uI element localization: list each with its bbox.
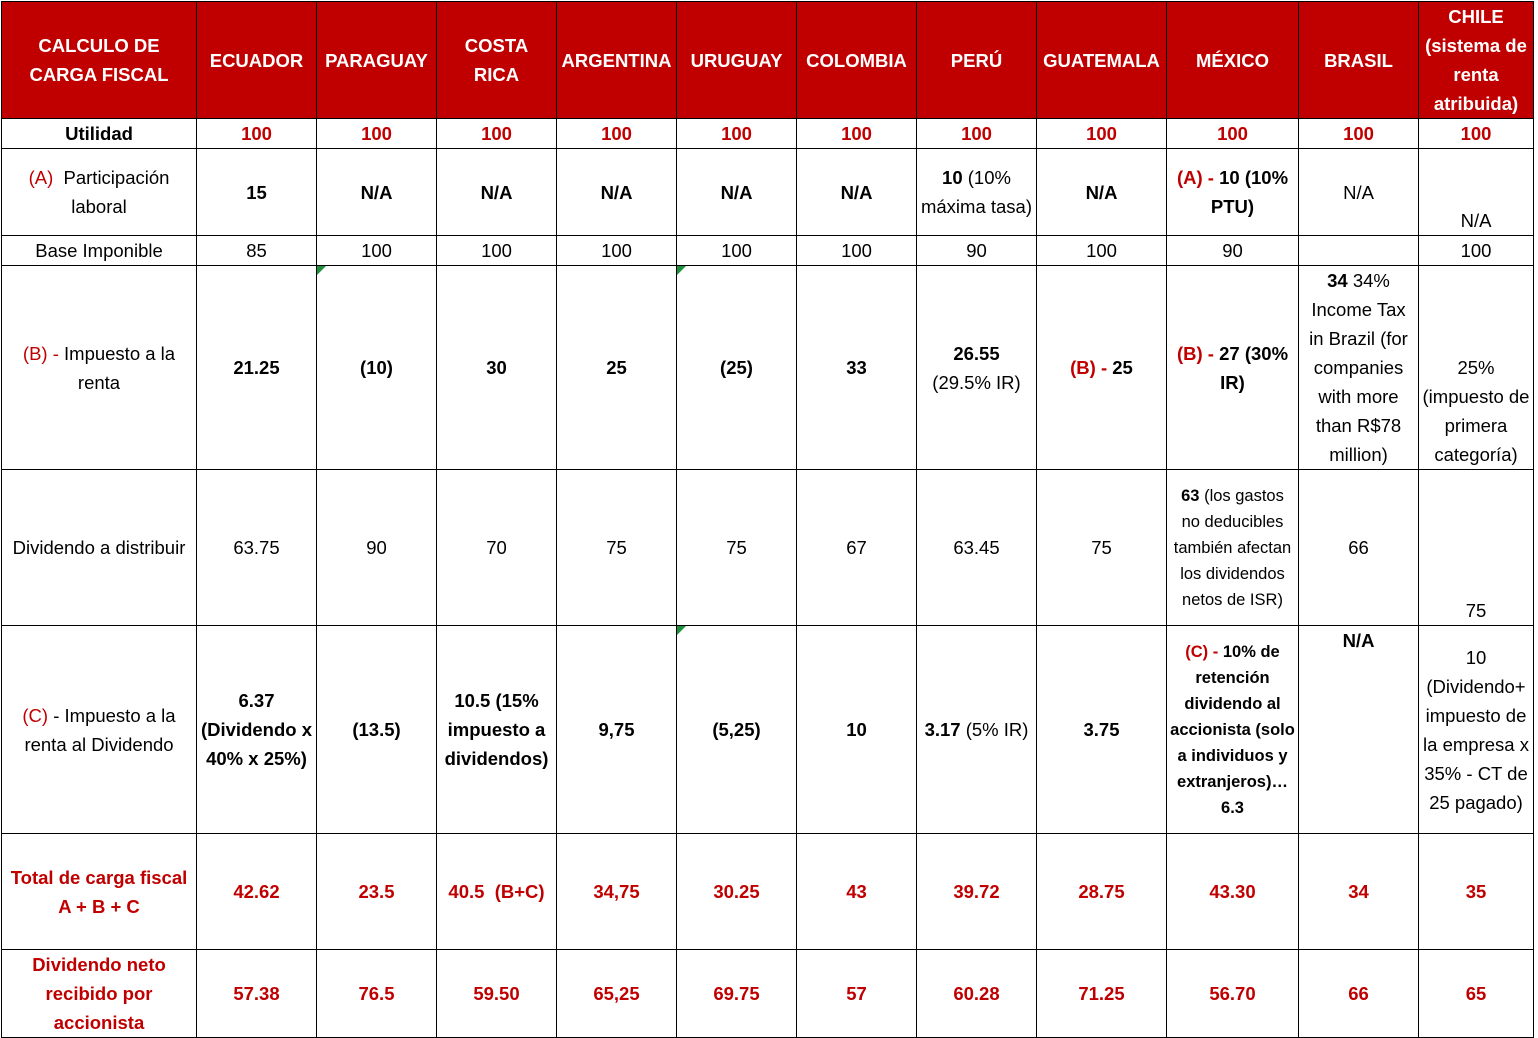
country-paraguay: PARAGUAY	[317, 2, 437, 119]
table-cell: 56.70	[1167, 950, 1299, 1038]
table-cell: 30.25	[677, 834, 797, 950]
country-colombia: COLOMBIA	[797, 2, 917, 119]
table-cell: 100	[1037, 236, 1167, 266]
row-total	[2, 834, 1534, 950]
country-uruguay: URUGUAY	[677, 2, 797, 119]
table-cell: 100	[1037, 119, 1167, 149]
table-title: CALCULO DE CARGA FISCAL	[2, 2, 197, 119]
label-text: Participación laboral	[63, 167, 170, 217]
cell-note: (10% máxima tasa)	[920, 167, 1033, 217]
table-cell: 90	[317, 470, 437, 626]
row-base-imponible	[2, 236, 1534, 266]
country-brasil: BRASIL	[1299, 2, 1419, 119]
table-cell: 100	[797, 119, 917, 149]
cell-value: 63	[1181, 486, 1200, 505]
table-cell	[1167, 266, 1299, 470]
table-cell: 3.75	[1037, 626, 1167, 834]
cell-prefix: (B) -	[1176, 342, 1214, 364]
table-cell: 76.5	[317, 950, 437, 1038]
table-cell: 100	[1167, 119, 1299, 149]
table-cell: 6.37 (Dividendo x 40% x 25%)	[197, 626, 317, 834]
table-cell: 39.72	[917, 834, 1037, 950]
table-cell: N/A	[1299, 626, 1419, 834]
cell-note: (5% IR)	[965, 719, 1029, 740]
table-cell: 60.28	[917, 950, 1037, 1038]
label-prefix: (C)	[22, 704, 49, 726]
header-row	[2, 2, 1534, 119]
cell-prefix: (B) -	[1070, 357, 1108, 378]
table-cell	[1167, 149, 1299, 236]
table-cell: 34,75	[557, 834, 677, 950]
table-cell: N/A	[557, 149, 677, 236]
table-cell: 100	[677, 236, 797, 266]
table-cell: 71.25	[1037, 950, 1167, 1038]
cell-value: 25	[1112, 357, 1133, 378]
table-cell: 66	[1299, 470, 1419, 626]
table-cell	[917, 626, 1037, 834]
table-cell: 10	[797, 626, 917, 834]
table-cell: 40.5 (B+C)	[437, 834, 557, 950]
table-cell: (13.5)	[317, 626, 437, 834]
table-cell: 100	[797, 236, 917, 266]
table-cell: 75	[1419, 470, 1534, 626]
table-cell: N/A	[1037, 149, 1167, 236]
table-cell: 25% (impuesto de primera categoría)	[1419, 266, 1534, 470]
table-cell: 65	[1419, 950, 1534, 1038]
table-cell: 75	[677, 470, 797, 626]
country-argentina: ARGENTINA	[557, 2, 677, 119]
cell-note: (29.5% IR)	[932, 371, 1021, 393]
table-cell	[1167, 626, 1299, 834]
table-cell: 57.38	[197, 950, 317, 1038]
table-cell: 90	[917, 236, 1037, 266]
table-cell	[1167, 470, 1299, 626]
cell-note: 34% Income Tax in Brazil (for companies with more than R$78 million)	[1309, 270, 1408, 465]
row-label-impuesto	[2, 266, 197, 470]
table-cell	[917, 266, 1037, 470]
table-cell: (5,25)	[677, 626, 797, 834]
row-label-neto: Dividendo neto recibido por accionista	[2, 950, 197, 1038]
cell-prefix: (C) -	[1185, 642, 1219, 661]
country-mexico: MÉXICO	[1167, 2, 1299, 119]
table-cell: 57	[797, 950, 917, 1038]
row-impuesto-renta	[2, 266, 1534, 470]
label-text: - Impuesto a la renta al Dividendo	[24, 704, 176, 755]
table-cell: 100	[437, 236, 557, 266]
table-cell: 69.75	[677, 950, 797, 1038]
table-cell: 59.50	[437, 950, 557, 1038]
table-cell	[1037, 266, 1167, 470]
table-cell: 70	[437, 470, 557, 626]
table-cell	[1299, 266, 1419, 470]
row-impuesto-dividendo	[2, 626, 1534, 834]
table-cell: 85	[197, 236, 317, 266]
table-cell: 21.25	[197, 266, 317, 470]
table-cell	[917, 149, 1037, 236]
cell-value: 10	[942, 167, 963, 188]
table-cell: 63.45	[917, 470, 1037, 626]
table-cell: N/A	[797, 149, 917, 236]
row-dividendo-neto	[2, 950, 1534, 1038]
row-label-impuesto-dividendo	[2, 626, 197, 834]
tax-burden-table	[1, 1, 1534, 1038]
country-chile: CHILE (sistema de renta atribuida)	[1419, 2, 1534, 119]
table-cell: 9,75	[557, 626, 677, 834]
table-cell: N/A	[1419, 149, 1534, 236]
row-label-base: Base Imponible	[2, 236, 197, 266]
table-cell: 43.30	[1167, 834, 1299, 950]
table-cell: 42.62	[197, 834, 317, 950]
row-utilidad	[2, 119, 1534, 149]
table-cell: 100	[557, 119, 677, 149]
table-cell: 30	[437, 266, 557, 470]
table-cell: 35	[1419, 834, 1534, 950]
row-participacion	[2, 149, 1534, 236]
row-label-total: Total de carga fiscal A + B + C	[2, 834, 197, 950]
cell-value: 34	[1327, 270, 1348, 291]
table-cell: N/A	[677, 149, 797, 236]
label-prefix: (A)	[28, 167, 54, 188]
cell-prefix: (A) -	[1176, 167, 1214, 188]
table-cell: 10 (Dividendo+ impuesto de la empresa x 35% - CT de 25 pagado)	[1419, 626, 1534, 834]
label-prefix: (B) -	[22, 342, 59, 364]
country-costa-rica: COSTA RICA	[437, 2, 557, 119]
table-cell: 34	[1299, 834, 1419, 950]
table-cell: 90	[1167, 236, 1299, 266]
table-cell: 75	[1037, 470, 1167, 626]
table-cell: 65,25	[557, 950, 677, 1038]
table-cell: N/A	[1299, 149, 1419, 236]
table-cell: 63.75	[197, 470, 317, 626]
table-cell	[1299, 236, 1419, 266]
table-cell: 25	[557, 266, 677, 470]
table-cell: 23.5	[317, 834, 437, 950]
table-cell: N/A	[317, 149, 437, 236]
table-cell: 100	[437, 119, 557, 149]
cell-value: 10 (10% PTU)	[1210, 167, 1289, 217]
table-cell: 100	[317, 119, 437, 149]
cell-note: (los gastos no deducibles también afectan los dividendos netos de ISR)	[1173, 486, 1292, 609]
table-cell: 100	[1419, 119, 1534, 149]
table-cell: 100	[1299, 119, 1419, 149]
country-ecuador: ECUADOR	[197, 2, 317, 119]
table-cell: (10)	[317, 266, 437, 470]
row-dividendo	[2, 470, 1534, 626]
row-label-participacion	[2, 149, 197, 236]
row-label-utilidad: Utilidad	[2, 119, 197, 149]
row-label-dividendo: Dividendo a distribuir	[2, 470, 197, 626]
table-cell: 66	[1299, 950, 1419, 1038]
label-text: Impuesto a la renta	[64, 342, 176, 393]
country-peru: PERÚ	[917, 2, 1037, 119]
table-cell: 100	[317, 236, 437, 266]
cell-value: 3.17	[924, 719, 961, 740]
table-cell: 43	[797, 834, 917, 950]
table-cell: 100	[557, 236, 677, 266]
table-cell: 10.5 (15% impuesto a dividendos)	[437, 626, 557, 834]
table-cell: 100	[1419, 236, 1534, 266]
country-guatemala: GUATEMALA	[1037, 2, 1167, 119]
cell-value: 27 (30% IR)	[1219, 342, 1289, 393]
table-cell: 100	[197, 119, 317, 149]
table-cell: N/A	[437, 149, 557, 236]
table-cell: 100	[917, 119, 1037, 149]
cell-value: 26.55	[953, 342, 1000, 364]
table-cell: 75	[557, 470, 677, 626]
table-cell: 28.75	[1037, 834, 1167, 950]
cell-value: 10% de retención dividendo al accionista (solo a individuos y extranjeros)…6.3	[1170, 642, 1295, 817]
table-cell: 67	[797, 470, 917, 626]
table-cell: 15	[197, 149, 317, 236]
table-cell: 33	[797, 266, 917, 470]
table-cell: 100	[677, 119, 797, 149]
table-cell: (25)	[677, 266, 797, 470]
